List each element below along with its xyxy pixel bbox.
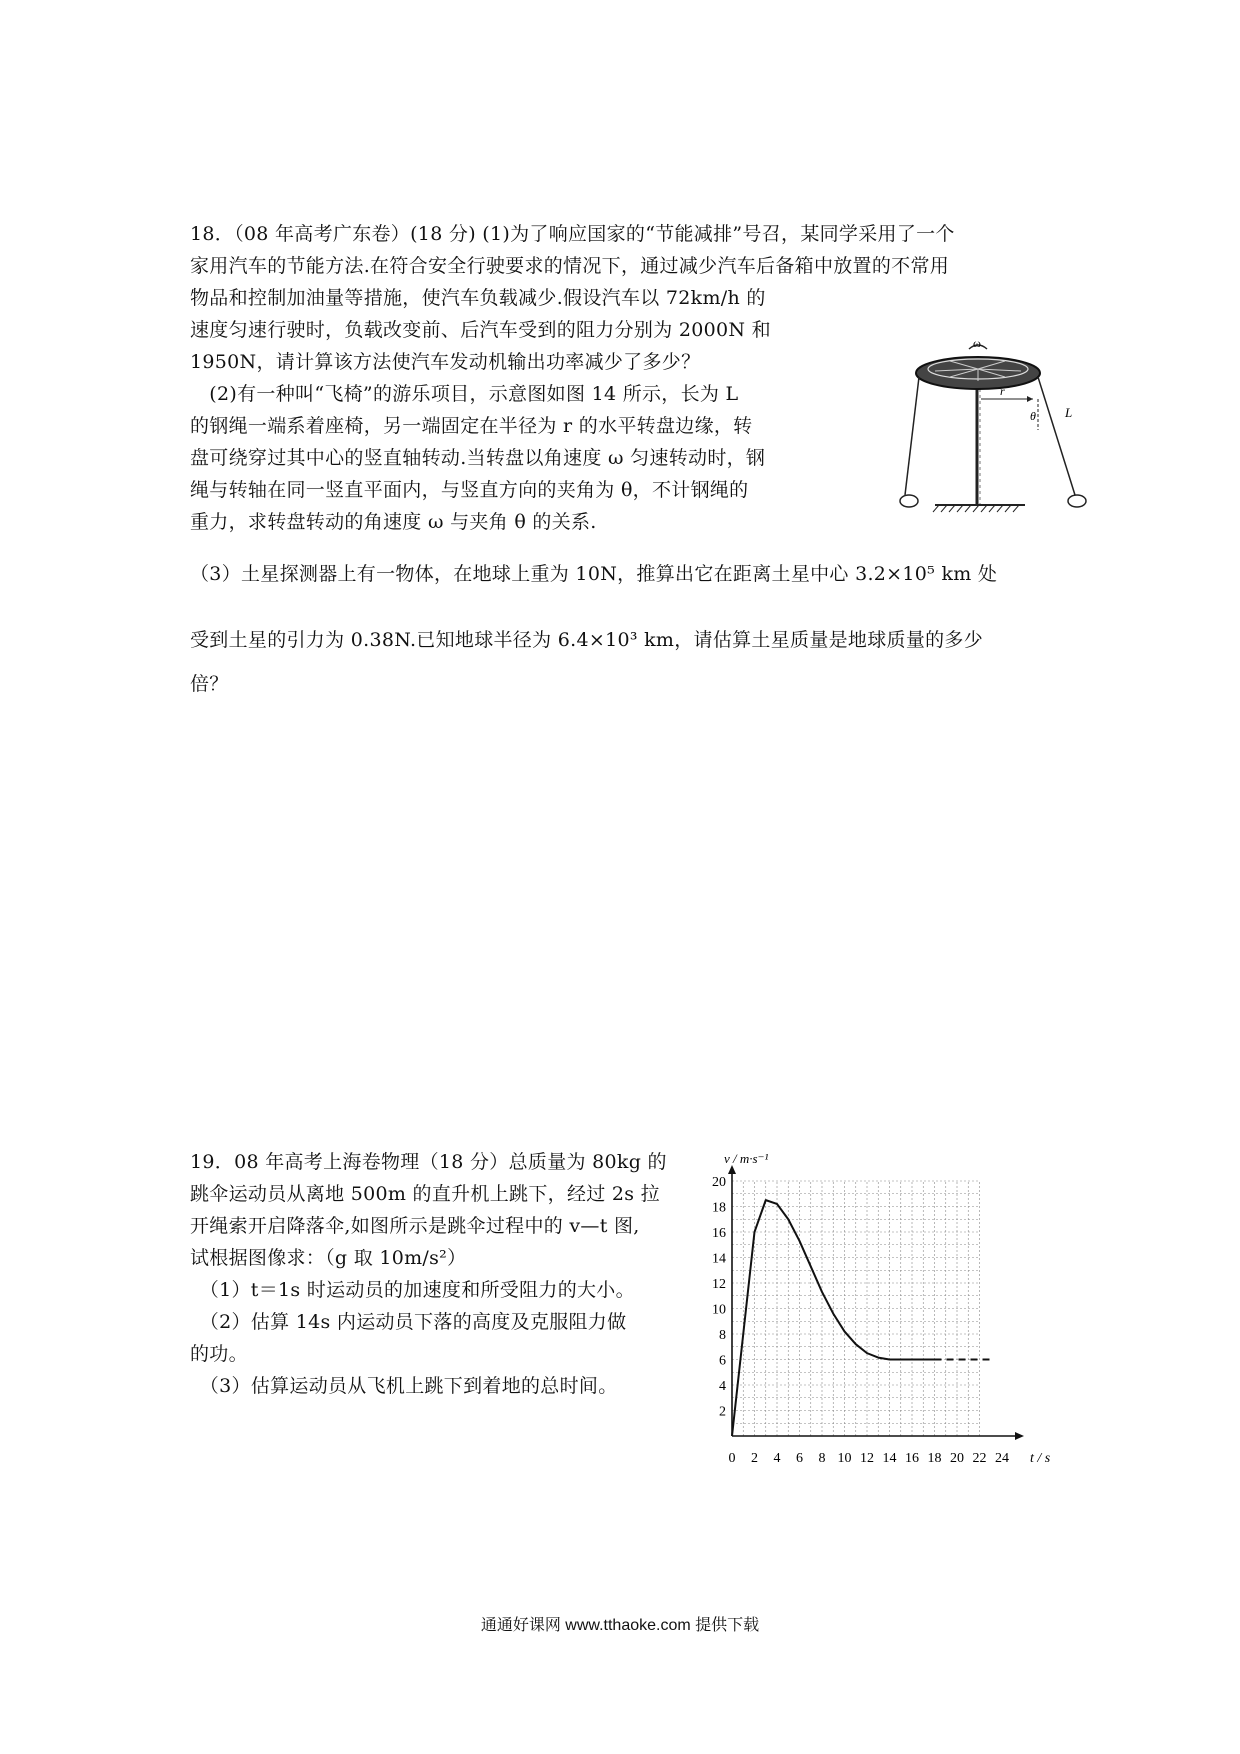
q18-part3-line2: 受到土星的引力为 0.38N.已知地球半径为 6.4×10³ km，请估算土星质量是地球质量的多少 — [190, 629, 984, 651]
q19-line-8: （3）估算运动员从飞机上跳下到着地的总时间。 — [190, 1375, 618, 1397]
y-tick-label: 8 — [719, 1328, 726, 1343]
x-tick-label: 20 — [950, 1451, 964, 1466]
q19-line-1: 19．08 年高考上海卷物理（18 分）总质量为 80kg 的 — [190, 1151, 667, 1173]
y-tick-label: 16 — [712, 1226, 726, 1241]
q18-line-9: 绳与转轴在同一竖直平面内，与竖直方向的夹角为 θ，不计钢绳的 — [190, 479, 749, 501]
y-tick-label: 2 — [719, 1404, 726, 1420]
q18-line-1: 18．（08 年高考广东卷）(18 分) (1)为了响应国家的“节能减排”号召，某同学采用了一个 — [190, 223, 955, 245]
L-label: L — [1065, 405, 1073, 420]
q19-line-4: 试根据图像求：（g 取 10m/s²） — [190, 1247, 467, 1269]
y-tick-label: 20 — [712, 1175, 726, 1190]
q19-line-6: （2）估算 14s 内运动员下落的高度及克服阻力做 — [190, 1311, 627, 1333]
x-tick-label: 8 — [818, 1451, 826, 1466]
q19-line-5: （1）t＝1s 时运动员的加速度和所受阻力的大小。 — [190, 1279, 635, 1301]
x-tick-label: 2 — [751, 1451, 758, 1466]
x-axis-label: t / s — [1030, 1451, 1051, 1466]
y-tick-label: 4 — [719, 1379, 726, 1394]
q18-part3-line3: 倍？ — [190, 673, 229, 695]
x-tick-label: 0 — [728, 1451, 736, 1466]
left-rope — [905, 377, 919, 495]
y-tick-label: 6 — [719, 1353, 726, 1369]
q18-line-7: 的钢绳一端系着座椅，另一端固定在半径为 r 的水平转盘边缘，转 — [190, 415, 753, 437]
theta-label: θ — [1030, 409, 1036, 423]
r-label: r — [1000, 384, 1005, 398]
omega-label: ω — [973, 336, 981, 350]
q19-line-7: 的功。 — [190, 1343, 248, 1365]
y-tick-label: 18 — [712, 1200, 726, 1216]
x-tick-label: 4 — [773, 1451, 781, 1466]
x-tick-label: 24 — [995, 1451, 1009, 1466]
x-tick-label: 14 — [882, 1451, 897, 1466]
q18-line-10: 重力，求转盘转动的角速度 ω 与夹角 θ 的关系. — [190, 511, 597, 533]
y-tick-label: 14 — [712, 1251, 726, 1267]
v-t-chart — [700, 1151, 1060, 1480]
left-chair — [900, 495, 918, 507]
q18-part3-line1: （3）土星探测器上有一物体，在地球上重为 10N，推算出它在距离土星中心 3.2×10⁵ km 处 — [190, 563, 998, 585]
x-tick-label: 6 — [796, 1451, 803, 1466]
x-tick-label: 22 — [972, 1451, 987, 1466]
x-tick-label: 18 — [927, 1451, 942, 1466]
y-tick-label: 10 — [712, 1302, 726, 1318]
y-tick-label: 12 — [712, 1277, 726, 1292]
q18-line-6: (2)有一种叫“飞椅”的游乐项目，示意图如图 14 所示，长为 L — [190, 383, 739, 405]
q18-line-2: 家用汽车的节能方法.在符合安全行驶要求的情况下，通过减少汽车后备箱中放置的不常用 — [190, 255, 950, 277]
y-axis-label: v / m·s⁻¹ — [724, 1151, 769, 1166]
figure-14-flying-chair — [905, 335, 1100, 520]
q19-line-3: 开绳索开启降落伞,如图所示是跳伞过程中的 v—t 图, — [190, 1215, 640, 1237]
y-axis-arrow — [728, 1165, 736, 1174]
x-axis-arrow — [1015, 1432, 1024, 1440]
x-tick-label: 12 — [860, 1451, 874, 1466]
right-chair — [1068, 495, 1086, 507]
x-tick-label: 10 — [837, 1451, 852, 1466]
q18-line-3: 物品和控制加油量等措施，使汽车负载减少.假设汽车以 72km/h 的 — [190, 287, 766, 309]
q19-line-2: 跳伞运动员从离地 500m 的直升机上跳下，经过 2s 拉 — [190, 1183, 660, 1205]
q18-line-5: 1950N，请计算该方法使汽车发动机输出功率减少了多少？ — [190, 351, 701, 373]
q18-line-8: 盘可绕穿过其中心的竖直轴转动.当转盘以角速度 ω 匀速转动时，钢 — [190, 447, 766, 469]
right-rope — [1038, 377, 1075, 495]
q18-line-4: 速度匀速行驶时，负载改变前、后汽车受到的阻力分别为 2000N 和 — [190, 319, 771, 341]
page-footer: 通通好课网 www.tthaoke.com 提供下载 — [480, 1617, 760, 1634]
x-tick-label: 16 — [905, 1451, 919, 1466]
